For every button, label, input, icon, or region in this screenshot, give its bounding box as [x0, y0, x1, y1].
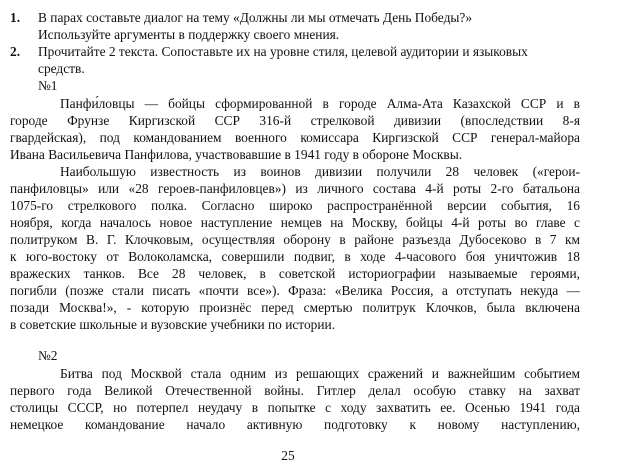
text-2-heading: №2	[38, 348, 58, 363]
text-1-line: позади Москва!», - которую произнёс перед смертью политрук Клочков, была включена	[10, 300, 580, 315]
text-1-line: погибли (позже стали писать «почти все»). Фраза: «Велика Россия, а отступать некуда —	[10, 283, 580, 298]
text-1-line: гвардейская), под командованием военного комиссара Киргизской ССР генерал-майора	[10, 130, 580, 145]
text-1-line: Наибольшую известность из воинов дивизии получили 28 человек («герои-	[60, 164, 580, 179]
text-2-line: столицы СССР, но потерпел неудачу в попытке с ходу захватить ее. Осенью 1941 года	[10, 400, 580, 415]
text-1-line: 1075-го стрелкового полка. Согласно широко распространённой версии события, 16	[10, 198, 580, 213]
text-1-line: городе Фрунзе Киргизской ССР 316-й стрелковой дивизии (впоследствии 8-я	[10, 113, 580, 128]
text-2-line: Битва под Москвой стала одним из решающих сражений и важнейшим событием	[60, 366, 580, 381]
text-1-line: политруком В. Г. Клочковым, осуществляя оборону в районе разъезда Дубосеково в 7 км	[10, 232, 580, 247]
text-1-line: вражеских танков. Все 28 человек, в советской историографии называемые героями,	[10, 266, 580, 281]
text-1-line: Панфи́ловцы — бойцы сформированной в городе Алма-Ата Казахской ССР и в	[60, 96, 580, 111]
page-number: 25	[281, 448, 295, 463]
text-1-line: Ивана Васильевича Панфилова, участвовавшие в 1941 году в обороне Москвы.	[10, 147, 463, 162]
text-2-line: немецкое командование начало активную подготовку к новому наступлению,	[10, 417, 580, 432]
task-1-line-2: Используйте аргументы в поддержку своего мнения.	[38, 27, 340, 42]
text-1-line: в советские школьные и вузовские учебники по истории.	[10, 317, 336, 332]
text-1-line: панфиловцы» или «28 героев-панфиловцев») из личного состава 4-й роты 2-го батальона	[10, 181, 580, 196]
task-1-number: 1.	[10, 10, 21, 25]
text-1-heading: №1	[38, 78, 58, 93]
task-2-number: 2.	[10, 44, 21, 59]
task-1-line-1: В парах составьте диалог на тему «Должны ли мы отмечать День Победы?»	[38, 10, 473, 25]
text-1-line: к юго-востоку от Волоколамска, совершили подвиг, в ходе 4-часового боя уничтожив 18	[10, 249, 580, 264]
text-2-line: первого года Великой Отечественной войны. Гитлер делал особую ставку на захват	[10, 383, 580, 398]
text-1-line: ноября, когда началось новое наступление немцев на Москву, бойцы 4-й роты во главе с	[10, 215, 580, 230]
task-2-line-1: Прочитайте 2 текста. Сопоставьте их на уровне стиля, целевой аудитории и языковых	[38, 44, 528, 59]
task-2-line-2: средств.	[38, 61, 85, 76]
